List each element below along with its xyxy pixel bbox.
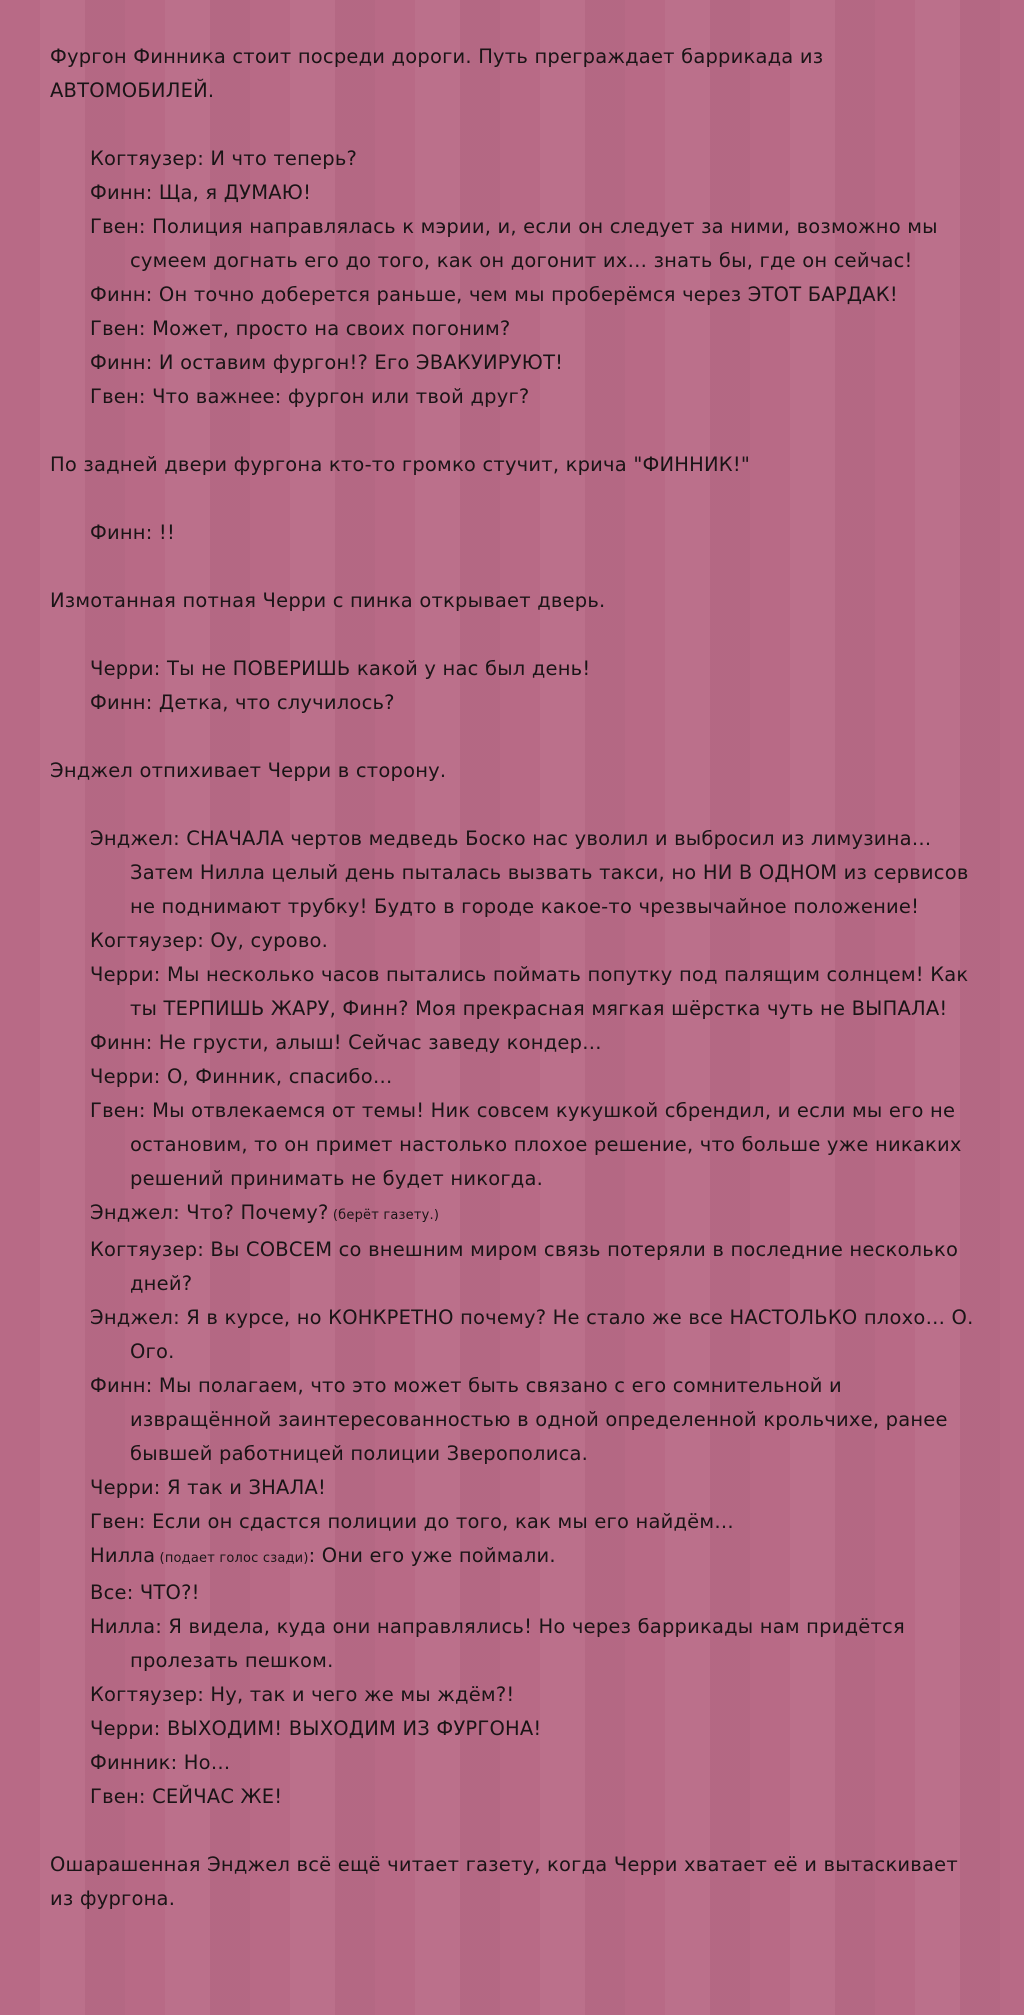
dialogue-line: Черри: ВЫХОДИМ! ВЫХОДИМ ИЗ ФУРГОНА! — [90, 1717, 542, 1740]
dialogue-line: Гвен: Может, просто на своих погоним? — [90, 317, 511, 340]
dialogue-line: Черри: Я так и ЗНАЛА! — [90, 1476, 326, 1499]
stage-direction: (подает голос сзади) — [155, 1551, 309, 1566]
narration: Ошарашенная Энджел всё ещё читает газету, когда Черри хватает её и вытаскивает из фургона. — [50, 1853, 958, 1910]
dialogue-line: Гвен: СЕЙЧАС ЖЕ! — [90, 1785, 283, 1808]
dialogue-block — [50, 652, 984, 720]
stage-direction: (берёт газету.) — [328, 1208, 440, 1223]
dialogue-line: Когтяузер: И что теперь? — [90, 147, 358, 170]
dialogue-line: Нилла: Я видела, куда они направлялись! Но через баррикады нам придётся пролезать пешком. — [90, 1615, 905, 1672]
dialogue-line: Когтяузер: Вы СОВСЕМ со внешним миром связь потеряли в последние несколько дней? — [90, 1238, 959, 1295]
dialogue-line: Нилла (подает голос сзади): Они его уже поймали. — [90, 1544, 556, 1567]
narration: Энджел отпихивает Черри в сторону. — [50, 759, 447, 782]
dialogue-line: Черри: О, Финник, спасибо… — [90, 1065, 393, 1088]
dialogue-line: Энджел: Что? Почему? (берёт газету.) — [90, 1201, 440, 1224]
dialogue-line: Гвен: Полиция направлялась к мэрии, и, если он следует за ними, возможно мы сумеем догнать его до того, как он догонит их… знать бы, где он сейчас! — [90, 215, 938, 272]
dialogue-line: Черри: Ты не ПОВЕРИШЬ какой у нас был день! — [90, 657, 591, 680]
dialogue-line: Все: ЧТО?! — [90, 1581, 200, 1604]
dialogue-line: Когтяузер: Оу, сурово. — [90, 929, 329, 952]
narration: Фургон Финника стоит посреди дороги. Путь преграждает баррикада из АВТОМОБИЛЕЙ. — [50, 45, 824, 102]
dialogue-line: Когтяузер: Ну, так и чего же мы ждём?! — [90, 1683, 515, 1706]
dialogue-line: Финник: Но… — [90, 1751, 231, 1774]
dialogue-line: Энджел: СНАЧАЛА чертов медведь Боско нас уволил и выбросил из лимузина… Затем Нилла целый день пыталась вызвать такси, но НИ В ОДНОМ из сервисов не поднимают трубку! Будто в городе какое-то чрезвычайное положение! — [90, 827, 969, 918]
dialogue-line: Финн: Ща, я ДУМАЮ! — [90, 181, 312, 204]
dialogue-line: Гвен: Если он сдастся полиции до того, как мы его найдём… — [90, 1510, 734, 1533]
dialogue-line: Финн: Детка, что случилось? — [90, 691, 395, 714]
narration: По задней двери фургона кто-то громко стучит, крича "ФИННИК!" — [50, 453, 751, 476]
dialogue-line: Черри: Мы несколько часов пытались поймать попутку под палящим солнцем! Как ты ТЕРПИШЬ ЖАРУ, Финн? Моя прекрасная мягкая шёрстка чуть не ВЫПАЛА! — [90, 963, 969, 1020]
narration: Измотанная потная Черри с пинка открывает дверь. — [50, 589, 606, 612]
dialogue-line: Финн: !! — [90, 521, 175, 544]
dialogue-block — [50, 516, 984, 550]
dialogue-line: Гвен: Что важнее: фургон или твой друг? — [90, 385, 530, 408]
dialogue-line: Финн: Он точно доберется раньше, чем мы проберёмся через ЭТОТ БАРДАК! — [90, 283, 898, 306]
dialogue-line: Финн: Мы полагаем, что это может быть связано с его сомнительной и извращённой заинтересованностью в одной определенной крольчихе, ранее бывшей работницей полиции Зверополиса. — [90, 1374, 948, 1465]
dialogue-line: Финн: Не грусти, алыш! Сейчас заведу кондер… — [90, 1031, 602, 1054]
dialogue-line: Энджел: Я в курсе, но КОНКРЕТНО почему? Не стало же все НАСТОЛЬКО плохо… О. Ого. — [90, 1306, 974, 1363]
dialogue-block — [50, 822, 984, 1814]
dialogue-line: Финн: И оставим фургон!? Его ЭВАКУИРУЮТ! — [90, 351, 564, 374]
dialogue-line: Гвен: Мы отвлекаемся от темы! Ник совсем кукушкой сбрендил, и если мы его не остановим, то он примет настолько плохое решение, что больше уже никаких решений принимать не будет никогда. — [90, 1099, 962, 1190]
dialogue-block — [50, 142, 984, 414]
